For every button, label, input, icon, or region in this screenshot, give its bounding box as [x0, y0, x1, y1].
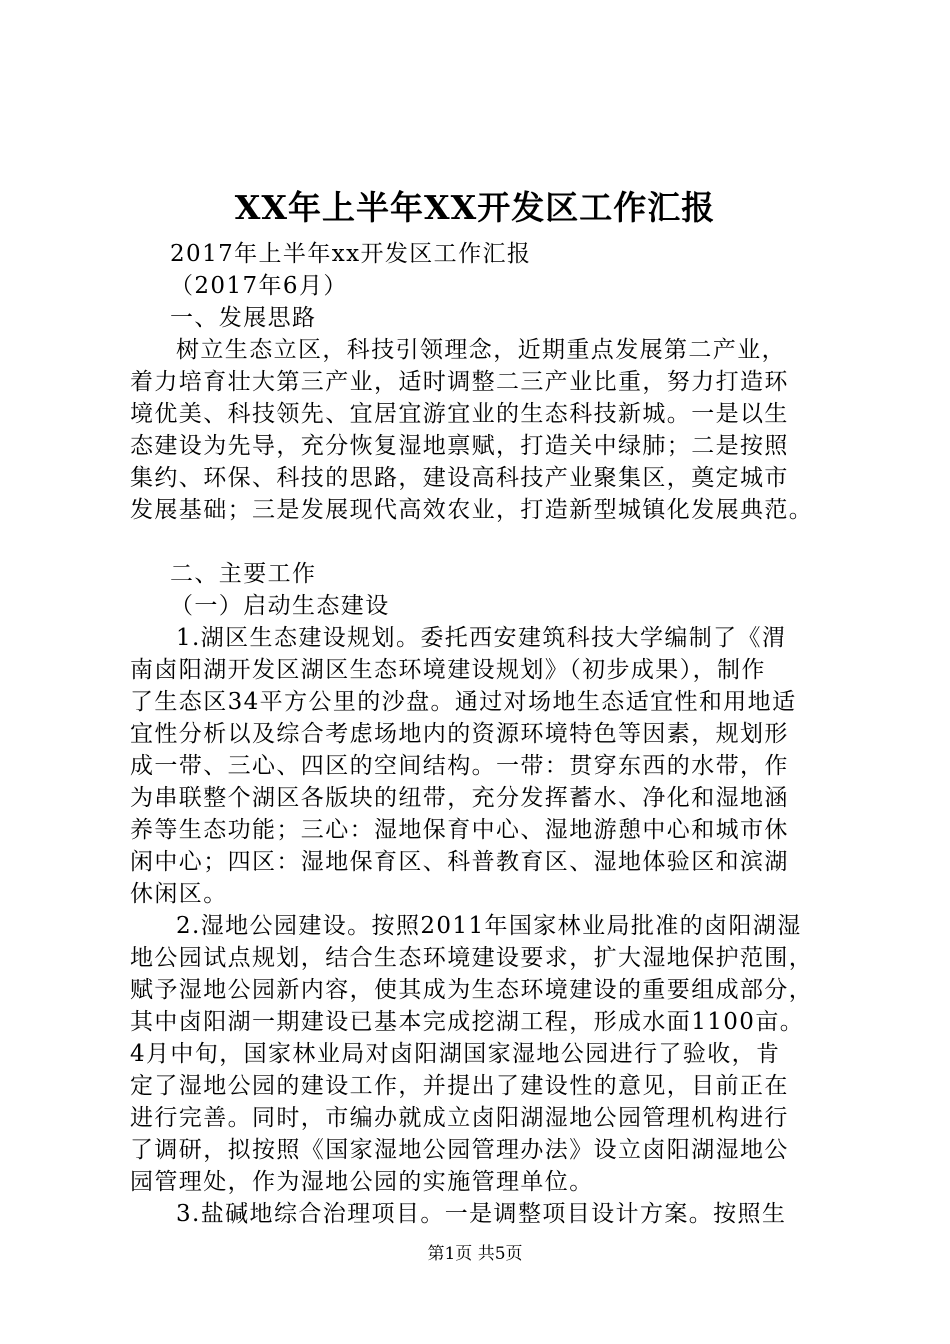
- text-line: 进行完善。同时，市编办就成立卤阳湖湿地公园管理机构进行: [130, 1105, 789, 1131]
- text-line: 其中卤阳湖一期建设已基本完成挖湖工程，形成水面1100亩。: [130, 1009, 805, 1035]
- text-line: 园管理处，作为湿地公园的实施管理单位。: [130, 1169, 594, 1195]
- text-line: 2017年上半年xx开发区工作汇报: [170, 241, 532, 267]
- text-line: 休闲区。: [130, 881, 228, 907]
- text-line: 成一带、三心、四区的空间结构。一带：贯穿东西的水带，作: [130, 753, 789, 779]
- text-line: （一）启动生态建设: [170, 593, 390, 619]
- text-line: 定了湿地公园的建设工作，并提出了建设性的意见，目前正在: [130, 1073, 789, 1099]
- text-line: 为串联整个湖区各版块的纽带，充分发挥蓄水、净化和湿地涵: [130, 785, 789, 811]
- text-line: 南卤阳湖开发区湖区生态环境建设规划》（初步成果），制作: [130, 657, 766, 683]
- text-line: 3.盐碱地综合治理项目。一是调整项目设计方案。按照生: [176, 1201, 787, 1227]
- text-line: 了调研，拟按照《国家湿地公园管理办法》设立卤阳湖湿地公: [130, 1137, 789, 1163]
- text-line: 态建设为先导，充分恢复湿地禀赋，打造关中绿肺；二是按照: [130, 433, 789, 459]
- text-line: 4月中旬，国家林业局对卤阳湖国家湿地公园进行了验收，肯: [130, 1041, 781, 1067]
- text-line: 了生态区34平方公里的沙盘。通过对场地生态适宜性和用地适: [130, 689, 797, 715]
- text-line: 养等生态功能；三心：湿地保育中心、湿地游憩中心和城市休: [130, 817, 789, 843]
- text-line: 2.湿地公园建设。按照2011年国家林业局批准的卤阳湖湿: [176, 913, 802, 939]
- text-line: 一、发展思路: [170, 305, 317, 331]
- text-line: 赋予湿地公园新内容，使其成为生态环境建设的重要组成部分，: [130, 977, 814, 1003]
- text-line: 二、主要工作: [170, 561, 317, 587]
- document-body: [130, 238, 835, 1230]
- text-line: 着力培育壮大第三产业，适时调整二三产业比重，努力打造环: [130, 369, 789, 395]
- text-line: 集约、环保、科技的思路，建设高科技产业聚集区，奠定城市: [130, 465, 789, 491]
- document-title: XX年上半年XX开发区工作汇报: [234, 188, 716, 227]
- blank-line: [130, 526, 835, 558]
- text-line: 树立生态立区，科技引领理念，近期重点发展第二产业，: [176, 337, 786, 363]
- text-line: 发展基础；三是发展现代高效农业，打造新型城镇化发展典范。: [130, 497, 814, 523]
- text-line: 1.湖区生态建设规划。委托西安建筑科技大学编制了《渭: [176, 625, 787, 651]
- text-line: 境优美、科技领先、宜居宜游宜业的生态科技新城。一是以生: [130, 401, 789, 427]
- text-line: 宜性分析以及综合考虑场地内的资源环境特色等因素，规划形: [130, 721, 789, 747]
- text-line: 地公园试点规划，结合生态环境建设要求，扩大湿地保护范围，: [130, 945, 814, 971]
- text-line: （2017年6月）: [170, 273, 348, 299]
- page-footer: 第1页 共5页: [427, 1244, 523, 1264]
- text-line: 闲中心；四区：湿地保育区、科普教育区、湿地体验区和滨湖: [130, 849, 789, 875]
